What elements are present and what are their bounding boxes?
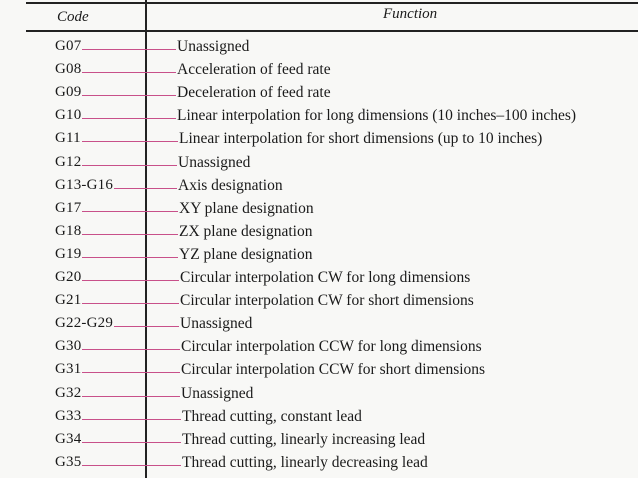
function-cell: Unassigned — [180, 315, 253, 333]
function-cell: Acceleration of feed rate — [177, 61, 331, 79]
leader-line — [82, 442, 181, 443]
function-cell: Linear interpolation for long dimensions (10 inches–100 inches) — [177, 107, 577, 125]
column-header-function: Function — [383, 6, 438, 22]
gcode-cell: G12 — [55, 153, 82, 170]
gcode-cell: G19 — [55, 245, 82, 262]
function-cell: Circular interpolation CCW for short dimensions — [181, 361, 486, 379]
leader-line — [82, 165, 177, 166]
gcode-cell: G35 — [55, 453, 82, 470]
leader-line — [82, 211, 178, 212]
table-row — [0, 315, 638, 337]
gcode-cell: G33 — [55, 407, 82, 424]
table-row — [0, 269, 638, 291]
table-row — [0, 38, 638, 60]
leader-line — [82, 465, 181, 466]
table-row — [0, 408, 638, 430]
table-row — [0, 107, 638, 129]
table-header-rule — [26, 30, 638, 32]
leader-line — [114, 326, 179, 327]
function-cell: Deceleration of feed rate — [177, 84, 331, 102]
table-row — [0, 130, 638, 152]
table-row — [0, 431, 638, 453]
table-row — [0, 246, 638, 268]
table-row — [0, 177, 638, 199]
function-cell: Thread cutting, constant lead — [182, 407, 362, 425]
gcode-cell: G34 — [55, 430, 82, 447]
leader-line — [82, 118, 176, 119]
gcode-cell: G10 — [55, 107, 82, 124]
function-cell: Circular interpolation CW for long dimensions — [180, 269, 471, 286]
leader-line — [82, 372, 180, 373]
gcode-cell: G30 — [55, 338, 82, 355]
leader-line — [82, 257, 178, 258]
function-cell: YZ plane designation — [179, 245, 313, 263]
function-cell: Thread cutting, linearly increasing lead — [182, 430, 426, 448]
column-header-code: Code — [57, 9, 89, 25]
leader-line — [82, 396, 180, 397]
function-cell: Unassigned — [181, 384, 254, 402]
table-row — [0, 454, 638, 476]
function-cell: XY plane designation — [179, 199, 314, 217]
function-cell: Thread cutting, linearly decreasing lead — [182, 453, 428, 471]
gcode-cell: G09 — [55, 84, 82, 101]
gcode-cell: G17 — [55, 199, 82, 216]
leader-line — [82, 49, 176, 50]
function-cell: Circular interpolation CCW for long dimensions — [181, 338, 482, 356]
gcode-cell: G13-G16 — [55, 176, 114, 193]
gcode-cell: G20 — [55, 269, 82, 285]
leader-line — [82, 72, 176, 73]
table-row — [0, 338, 638, 360]
table-row — [0, 292, 638, 314]
table-row — [0, 154, 638, 176]
leader-line — [82, 95, 176, 96]
leader-line — [82, 234, 178, 235]
function-cell: Circular interpolation CW for short dimensions — [180, 292, 474, 310]
table-row — [0, 61, 638, 83]
function-cell: Linear interpolation for short dimensions (up to 10 inches) — [179, 130, 543, 148]
leader-line — [82, 349, 180, 350]
gcode-cell: G31 — [55, 361, 82, 378]
leader-line — [82, 141, 178, 142]
gcode-cell: G18 — [55, 222, 82, 239]
function-cell: ZX plane designation — [179, 222, 313, 240]
table-row — [0, 84, 638, 106]
table-row — [0, 361, 638, 383]
leader-line — [82, 303, 179, 304]
gcode-cell: G32 — [55, 384, 82, 401]
function-cell: Unassigned — [178, 153, 251, 171]
gcode-cell: G21 — [55, 292, 82, 309]
table-row — [0, 385, 638, 407]
gcode-cell: G22-G29 — [55, 315, 114, 332]
function-cell: Unassigned — [177, 38, 250, 55]
leader-line — [82, 419, 181, 420]
gcode-cell: G07 — [55, 38, 82, 54]
table-row — [0, 200, 638, 222]
leader-line — [114, 188, 177, 189]
function-cell: Axis designation — [178, 176, 283, 194]
table-row — [0, 223, 638, 245]
table-top-rule — [26, 2, 638, 4]
leader-line — [82, 280, 179, 281]
gcode-cell: G08 — [55, 61, 82, 78]
gcode-cell: G11 — [55, 130, 81, 147]
